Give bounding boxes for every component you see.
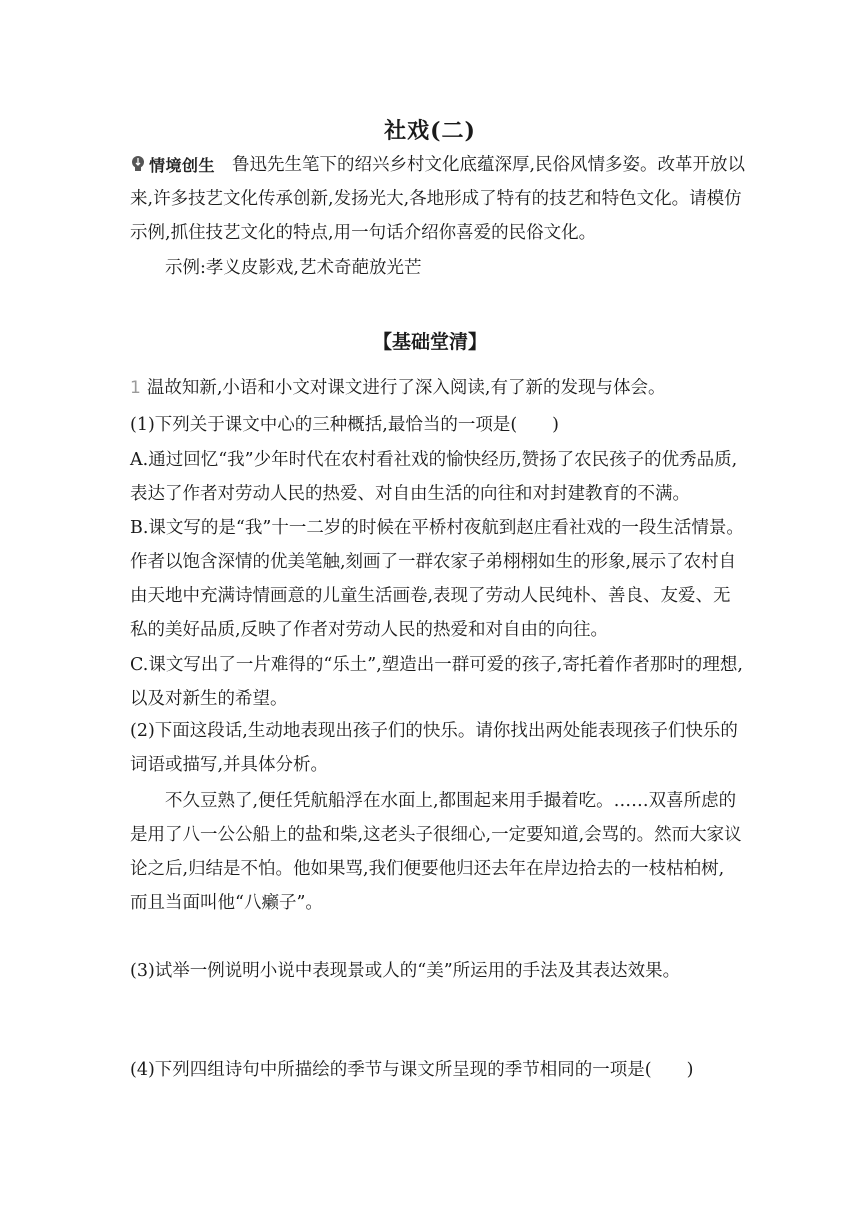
page-title: 社戏(二) bbox=[384, 118, 476, 144]
question-1-stem bbox=[130, 371, 730, 405]
question-line: 表达了作者对劳动人民的热爱、对自由生活的向往和对封建教育的不满。 bbox=[130, 484, 690, 504]
question-number: 1 bbox=[130, 378, 141, 398]
question-line: (1)下列关于课文中心的三种概括,最恰当的一项是( ) bbox=[130, 415, 560, 435]
question-line: (2)下面这段话,生动地表现出孩子们的快乐。请你找出两处能表现孩子们快乐的 bbox=[130, 721, 738, 741]
intro-example: 示例:孝义皮影戏,艺术奇葩放光芒 bbox=[165, 258, 422, 278]
question-3: (3)试举一例说明小说中表现景或人的“美”所运用的手法及其表达效果。 bbox=[130, 961, 681, 981]
section-title: 【基础堂清】 bbox=[372, 331, 487, 353]
passage-line: 论之后,归结是不怕。他如果骂,我们便要他归还去年在岸边拾去的一枝枯柏树, bbox=[130, 859, 725, 879]
intro-line: 鲁迅先生笔下的绍兴乡村文化底蕴深厚,民俗风情多姿。改革开放以 bbox=[232, 155, 746, 175]
question-line: 由天地中充满诗情画意的儿童生活画卷,表现了劳动人民纯朴、善良、友爱、无 bbox=[130, 586, 731, 606]
passage-line: 是用了八一公公船上的盐和柴,这老头子很细心,一定要知道,会骂的。然而大家议 bbox=[130, 825, 742, 845]
intro-line: 来,许多技艺文化传承创新,发扬光大,各地形成了特有的技艺和特色文化。请模仿 bbox=[130, 189, 742, 209]
intro-tag-label: 情境创生 bbox=[149, 155, 216, 175]
question-line: A.通过回忆“我”少年时代在农村看社戏的愉快经历,赞扬了农民孩子的优秀品质, bbox=[130, 450, 738, 470]
question-line: 以及对新生的希望。 bbox=[130, 689, 288, 709]
question-line: 私的美好品质,反映了作者对劳动人民的热爱和对自由的向往。 bbox=[130, 620, 609, 640]
question-stem-text: 温故知新,小语和小文对课文进行了深入阅读,有了新的发现与体会。 bbox=[146, 378, 666, 398]
intro-tag bbox=[130, 152, 215, 176]
intro-line: 示例,抓住技艺文化的特点,用一句话介绍你喜爱的民俗文化。 bbox=[130, 223, 597, 243]
lightbulb-icon bbox=[130, 155, 146, 173]
question-line: B.课文写的是“我”十一二岁的时候在平桥村夜航到赵庄看社戏的一段生活情景。 bbox=[130, 518, 744, 538]
passage-line: 不久豆熟了,便任凭航船浮在水面上,都围起来用手撮着吃。……双喜所虑的 bbox=[165, 791, 737, 811]
question-line: 作者以饱含深情的优美笔触,刻画了一群农家子弟栩栩如生的形象,展示了农村自 bbox=[130, 552, 737, 572]
passage-line: 而且当面叫他“八癞子”。 bbox=[130, 893, 323, 913]
question-line: C.课文写出了一片难得的“乐土”,塑造出一群可爱的孩子,寄托着作者那时的理想, bbox=[130, 655, 743, 675]
question-line: 词语或描写,并具体分析。 bbox=[130, 755, 329, 775]
question-4: (4)下列四组诗句中所描绘的季节与课文所呈现的季节相同的一项是( ) bbox=[130, 1060, 694, 1080]
